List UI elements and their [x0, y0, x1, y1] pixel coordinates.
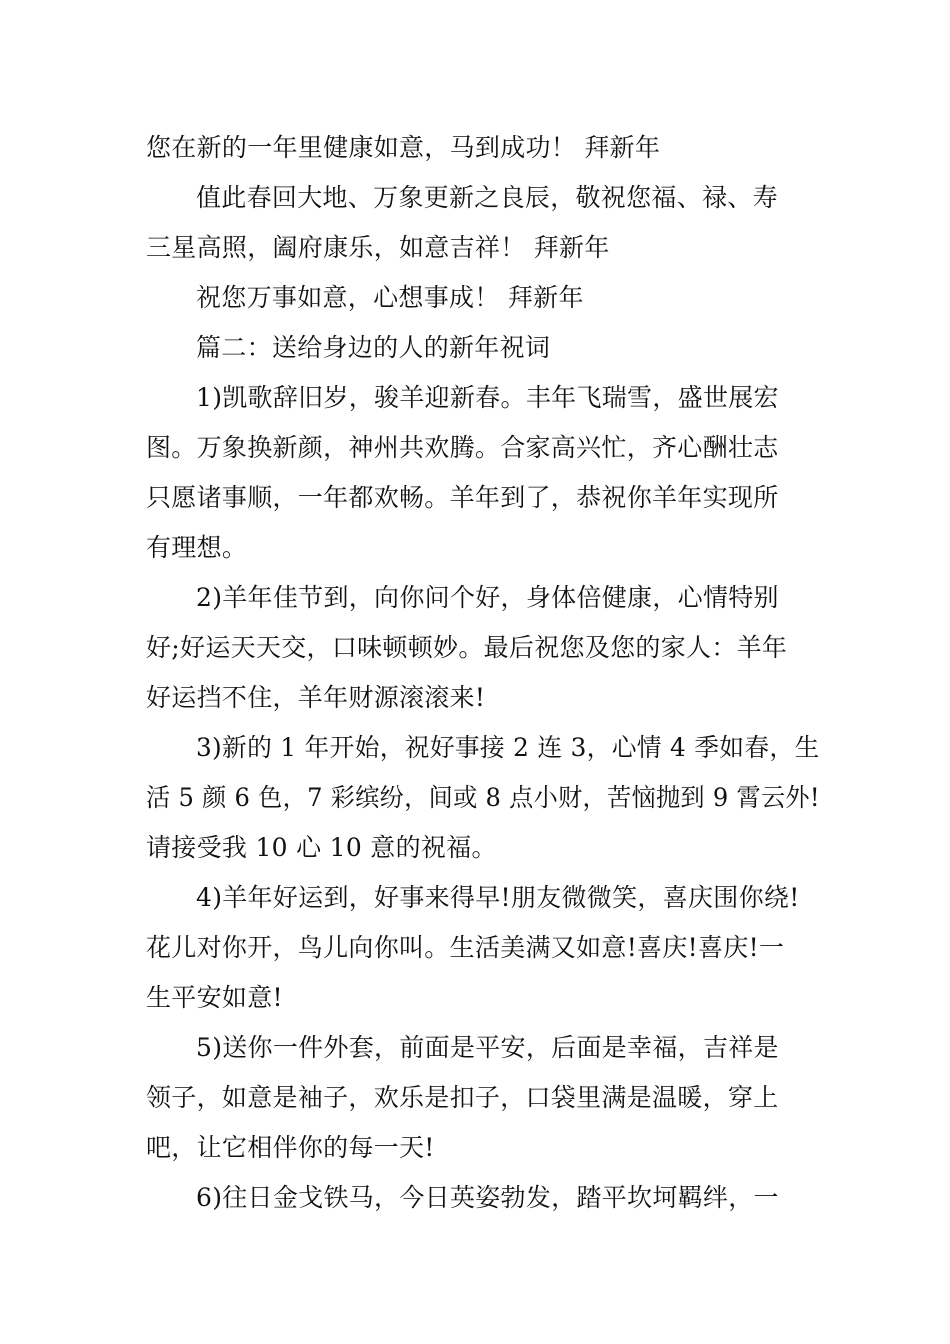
paragraph-line: 吧，让它相伴你的每一天!	[146, 1133, 435, 1162]
paragraph-line: 好;好运天天交，口味顿顿妙。最后祝您及您的家人：羊年	[146, 633, 788, 662]
paragraph-line: 只愿诸事顺，一年都欢畅。羊年到了，恭祝你羊年实现所	[146, 483, 779, 512]
section-heading: 篇二：送给身边的人的新年祝词	[196, 333, 551, 362]
paragraph-line: 活 5 颜 6 色，7 彩缤纷，间或 8 点小财，苦恼抛到 9 霄云外!	[146, 783, 820, 812]
paragraph-line: 图。万象换新颜，神州共欢腾。合家高兴忙，齐心酬壮志	[146, 433, 779, 462]
paragraph-line: 值此春回大地、万象更新之良辰，敬祝您福、禄、寿	[196, 183, 778, 212]
paragraph-line: 请接受我 10 心 10 意的祝福。	[146, 833, 497, 862]
paragraph-line: 花儿对你开，鸟儿向你叫。生活美满又如意!喜庆!喜庆!一	[146, 933, 785, 962]
paragraph-line: 4)羊年好运到，好事来得早!朋友微微笑，喜庆围你绕!	[196, 883, 800, 912]
paragraph-line: 有理想。	[146, 533, 248, 562]
paragraph-line: 好运挡不住，羊年财源滚滚来!	[146, 683, 486, 712]
paragraph-line: 3)新的 1 年开始，祝好事接 2 连 3，心情 4 季如春，生	[196, 733, 820, 762]
paragraph-line: 祝您万事如意，心想事成！ 拜新年	[196, 283, 584, 312]
paragraph-line: 2)羊年佳节到，向你问个好，身体倍健康，心情特别	[196, 583, 779, 612]
paragraph-line: 您在新的一年里健康如意，马到成功！ 拜新年	[146, 133, 661, 162]
paragraph-line: 1)凯歌辞旧岁，骏羊迎新春。丰年飞瑞雪，盛世展宏	[196, 383, 779, 412]
paragraph-line: 领子，如意是袖子，欢乐是扣子，口袋里满是温暖，穿上	[146, 1083, 779, 1112]
paragraph-line: 6)往日金戈铁马，今日英姿勃发，踏平坎坷羁绊，一	[196, 1183, 779, 1212]
paragraph-line: 5)送你一件外套，前面是平安，后面是幸福，吉祥是	[196, 1033, 779, 1062]
paragraph-line: 生平安如意!	[146, 983, 283, 1012]
paragraph-line: 三星高照，阖府康乐，如意吉祥！ 拜新年	[146, 233, 610, 262]
